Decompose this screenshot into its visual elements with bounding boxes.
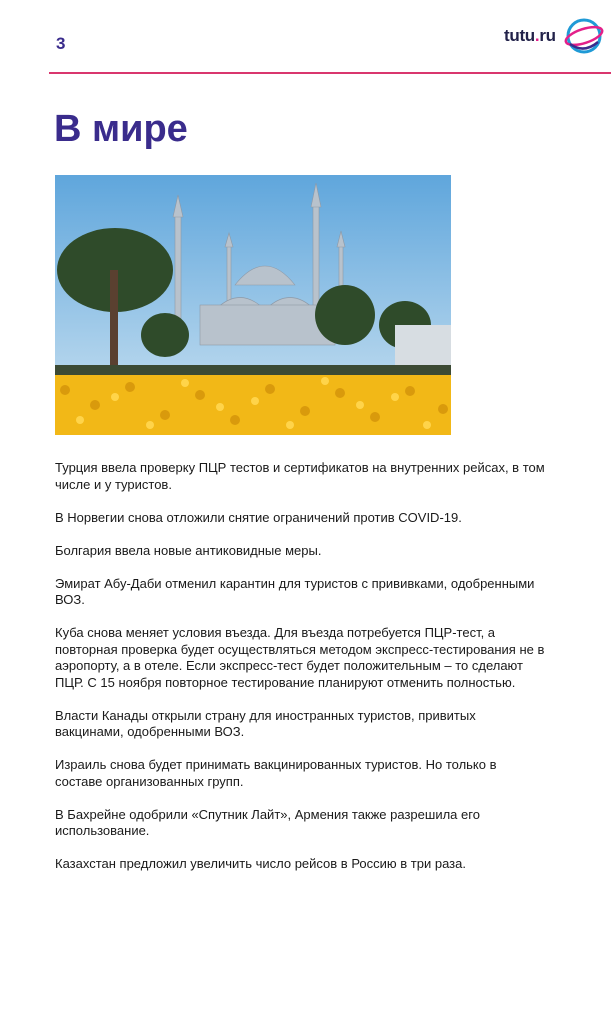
header-divider [49, 72, 611, 74]
page-number: 3 [56, 34, 66, 53]
news-item: В Норвегии снова отложили снятие ограничений против COVID-19. [55, 509, 462, 525]
news-item: Болгария ввела новые антиковидные меры. [55, 542, 322, 558]
news-item: В Бахрейне одобрили «Спутник Лайт», Армения также разрешила его использование. [55, 806, 480, 838]
news-item: Турция ввела проверку ПЦР тестов и сертификатов на внутренних рейсах, в том числе и у туристов. [55, 460, 545, 492]
globe-icon [560, 14, 604, 58]
page-title: В мире [54, 108, 188, 150]
tutu-logo[interactable] [502, 14, 604, 60]
news-item: Эмират Абу-Даби отменил карантин для туристов с прививками, одобренными ВОЗ. [55, 575, 535, 607]
news-item: Власти Канады открыли страну для иностранных туристов, привитых вакцинами, одобренными ВОЗ. [55, 707, 476, 739]
news-item: Куба снова меняет условия въезда. Для въезда потребуется ПЦР-тест, а повторная проверка будет осуществляться методом экспресс-тестирования не в аэропорту, а в отеле. Если экспресс-тест будет положительным – то сделают ПЦР. С 15 ноября повторное тестирование планируют отменить полностью. [55, 625, 545, 690]
news-item: Казахстан предложил увеличить число рейсов в Россию в три раза. [55, 856, 466, 871]
logo-text: tutu.ru [504, 26, 556, 45]
news-list [55, 460, 545, 889]
mosque-with-tulips-photo [55, 175, 451, 435]
news-item: Израиль снова будет принимать вакцинированных туристов. Но только в составе организованных групп. [55, 757, 497, 789]
